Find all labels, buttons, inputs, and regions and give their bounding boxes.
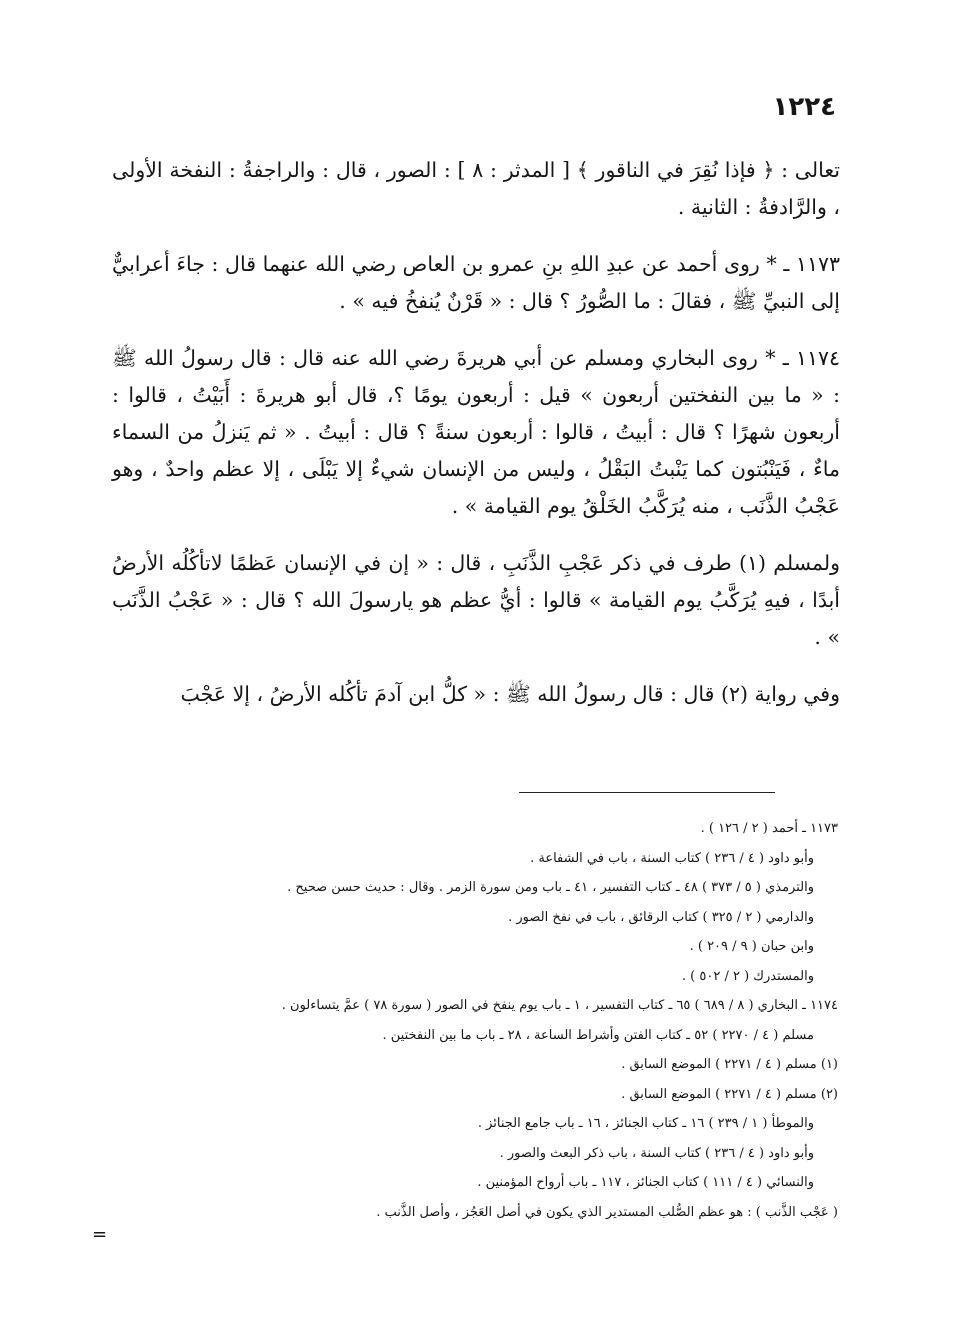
footnote-line: ( عَجْب الذَّنب ) : هو عظم الصُّلب المستدير الذي يكون في أصل العَجُز ، وأصل الذَّنب .: [376, 1204, 838, 1220]
footnotes: [178, 814, 838, 1227]
footnote-line: وأبو داود ( ٤ / ٢٣٦ ) كتاب السنة ، باب ذكر البعث والصور .: [499, 1145, 814, 1161]
paragraph-intro: تعالى : ﴿ فإذا نُقِرَ في الناقور ﴾ [ المدثر : ٨ ] : الصور ، قال : والراجفةُ : النفخة الأولى ، والرَّادفةُ : الثانية .: [112, 158, 840, 219]
footnote-line: ١١٧٣ ـ أحمد ( ٢ / ١٢٦ ) .: [700, 821, 838, 836]
footnote-line: والدارمي ( ٢ / ٣٢٥ ) كتاب الرقائق ، باب في نفخ الصور .: [508, 909, 814, 925]
footnote-line: (١) مسلم ( ٤ / ٢٢٧١ ) الموضع السابق .: [621, 1057, 838, 1072]
footnote-line: وابن حبان ( ٩ / ٢٠٩ ) .: [689, 939, 814, 954]
footnote-separator: [519, 792, 775, 793]
footnote-line: والمستدرك ( ٢ / ٥٠٢ ) .: [681, 968, 814, 984]
footnote-line: مسلم ( ٤ / ٢٢٧٠ ) ٥٢ ـ كتاب الفتن وأشراط الساعة ، ٢٨ ـ باب ما بين النفختين .: [382, 1027, 814, 1043]
paragraph-hadith-1173: ١١٧٣ ـ * روى أحمد عن عبدِ اللهِ بنِ عمرو بن العاص رضي الله عنهما قال : جاءَ أعرابيٌّ إلى النبيِّ ﷺ ، فقالَ : ما الصُّورُ ؟ قال : « قَرْنٌ يُنفخُ فيه » .: [112, 252, 840, 313]
main-text: [112, 152, 840, 733]
footnote-line: والنسائي ( ٤ / ١١١ ) كتاب الجنائز ، ١١٧ ـ باب أرواح المؤمنين .: [477, 1175, 814, 1190]
footnote-line: والموطأ ( ١ / ٢٣٩ ) ١٦ ـ كتاب الجنائز ، ١٦ ـ باب جامع الجنائز .: [477, 1116, 814, 1131]
footnote-line: (٢) مسلم ( ٤ / ٢٢٧١ ) الموضع السابق .: [621, 1086, 838, 1102]
footnote-line: والترمذي ( ٥ / ٣٧٣ ) ٤٨ ـ كتاب التفسير ، ٤١ ـ باب ومن سورة الزمر . وقال : حديث حسن صحيح .: [287, 880, 814, 895]
paragraph-hadith-1174: ١١٧٤ ـ * روى البخاري ومسلم عن أبي هريرةَ رضي الله عنه قال : قال رسولُ الله ﷺ : « ما بين النفختين أربعون » قيل : أربعون يومًا ؟، قال أبو هريرةَ : أَبَيْتُ ، قالوا : أربعون شهرًا ؟ قال : أبيتُ ، قالوا : أربعون سنةً ؟ قال : أبيتُ . « ثم يَنزلُ من السماء ماءٌ ، فَيَنْبُتون كما يَنْبتُ البَقْلُ ، وليس من الإنسان شيءٌ إلا يَبْلَى ، إلا عظم واحدٌ ، وهو عَجْبُ الذَّنَب ، منه يُرَكَّبُ الخَلْقُ يوم القيامة » .: [112, 346, 840, 518]
paragraph-muslim-note: ولمسلم (١) طرف في ذكر عَجْبِ الذَّنَبِ ، قال : « إن في الإنسان عَظمًا لاتأكُلُه الأرضُ أبدًا ، فيهِ يُرَكَّبُ يوم القيامة » قالوا : أيُّ عظم هو يارسولَ الله ؟ قال : « عَجْبُ الذَّنَب » .: [112, 551, 840, 649]
margin-mark: =: [92, 1224, 108, 1245]
paragraph-riwaya: وفي رواية (٢) قال : قال رسولُ الله ﷺ : « كلُّ ابن آدمَ تأكُله الأرضُ ، إلا عَجْبَ: [180, 682, 840, 706]
footnote-line: ١١٧٤ ـ البخاري ( ٨ / ٦٨٩ ) ٦٥ ـ كتاب التفسير ، ١ ـ باب يوم ينفخ في الصور ( سورة ٧٨ ) عمَّ يتساءلون .: [281, 998, 838, 1013]
page-number: ١٢٢٤: [772, 92, 836, 122]
footnote-line: وأبو داود ( ٤ / ٢٣٦ ) كتاب السنة ، باب في الشفاعة .: [530, 850, 814, 866]
